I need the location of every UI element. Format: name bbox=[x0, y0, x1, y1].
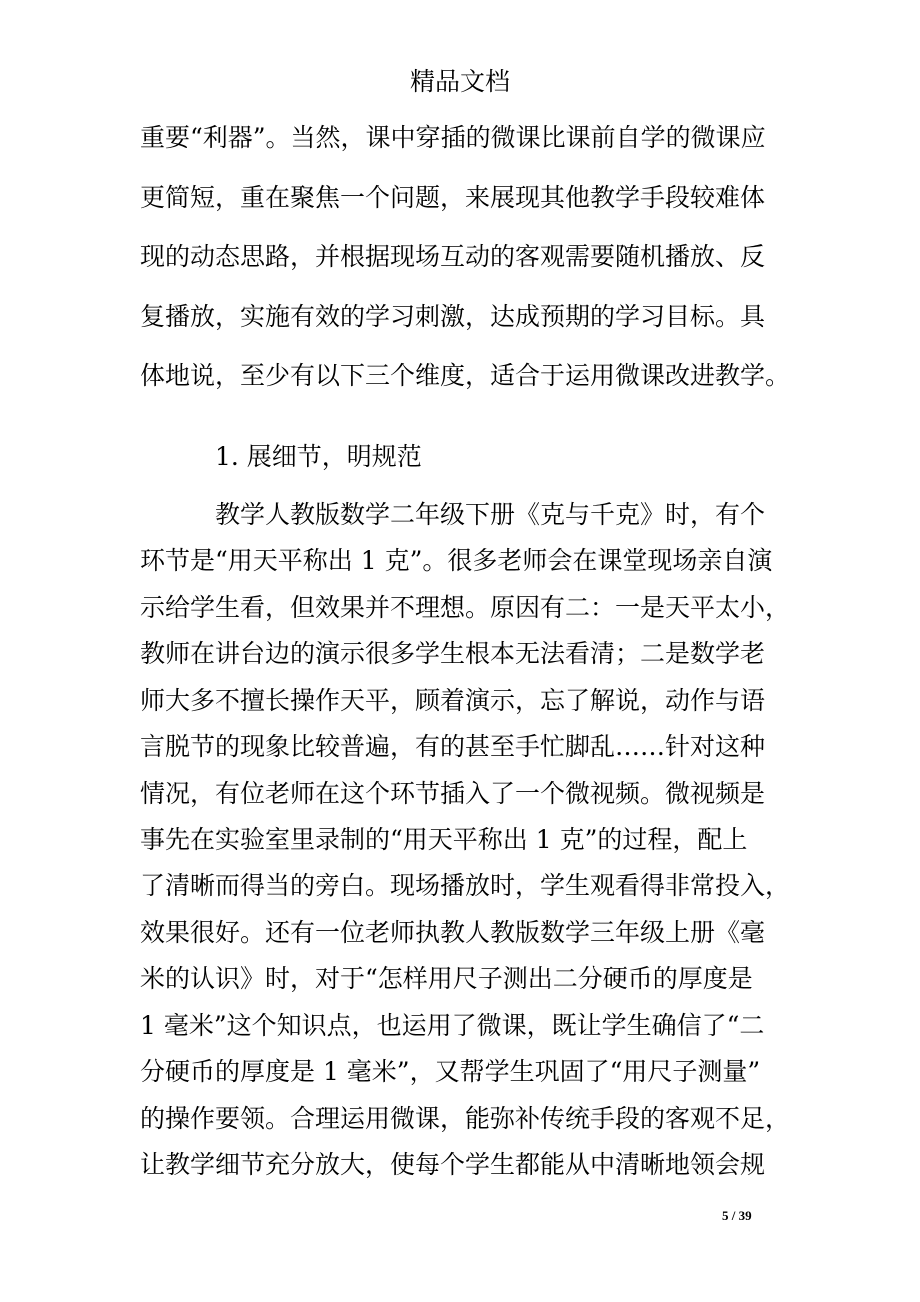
text-line: 1 毫米”这个知识点，也运用了微课，既让学生确信了“二 bbox=[140, 1011, 765, 1040]
text-line: 环节是“用天平称出 1 克”。很多老师会在课堂现场亲自演 bbox=[140, 546, 773, 575]
text-line: 示给学生看，但效果并不理想。原因有二：一是天平太小， bbox=[140, 593, 791, 622]
text-line: 情况，有位老师在这个环节插入了一个微视频。微视频是 bbox=[140, 779, 766, 808]
text-line: 的操作要领。合理运用微课，能弥补传统手段的客观不足， bbox=[140, 1104, 791, 1133]
section-heading: 1. 展细节，明规范 bbox=[215, 442, 422, 471]
text-line: 师大多不擅长操作天平，顾着演示，忘了解说，动作与语 bbox=[140, 686, 766, 715]
text-line: 言脱节的现象比较普遍，有的甚至手忙脚乱……针对这种 bbox=[140, 732, 766, 761]
text-line: 更简短，重在聚焦一个问题，来展现其他教学手段较难体 bbox=[140, 183, 766, 212]
text-line: 让教学细节充分放大，使每个学生都能从中清晰地领会规 bbox=[140, 1150, 766, 1179]
text-line: 了清晰而得当的旁白。现场播放时，学生观看得非常投入， bbox=[140, 871, 791, 900]
text-line: 效果很好。还有一位老师执教人教版数学三年级上册《毫 bbox=[140, 918, 766, 947]
page-number: 5 / 39 bbox=[722, 1208, 752, 1223]
text-line: 复播放，实施有效的学习刺激，达成预期的学习目标。具 bbox=[140, 302, 766, 331]
text-line: 米的认识》时，对于“怎样用尺子测出二分硬币的厚度是 bbox=[140, 964, 753, 993]
text-line: 事先在实验室里录制的“用天平称出 1 克”的过程，配上 bbox=[140, 825, 748, 854]
text-line: 分硬币的厚度是 1 毫米”，又帮学生巩固了“用尺子测量” bbox=[140, 1057, 761, 1086]
text-line: 教师在讲台边的演示很多学生根本无法看清；二是数学老 bbox=[140, 639, 766, 668]
page-header-title: 精品文档 bbox=[409, 67, 510, 96]
text-line: 体地说，至少有以下三个维度，适合于运用微课改进教学。 bbox=[140, 361, 791, 390]
text-line: 现的动态思路，并根据现场互动的客观需要随机播放、反 bbox=[140, 242, 766, 271]
text-line: 重要“利器”。当然，课中穿插的微课比课前自学的微课应 bbox=[140, 123, 766, 152]
text-line: 教学人教版数学二年级下册《克与千克》时，有个 bbox=[215, 500, 766, 529]
